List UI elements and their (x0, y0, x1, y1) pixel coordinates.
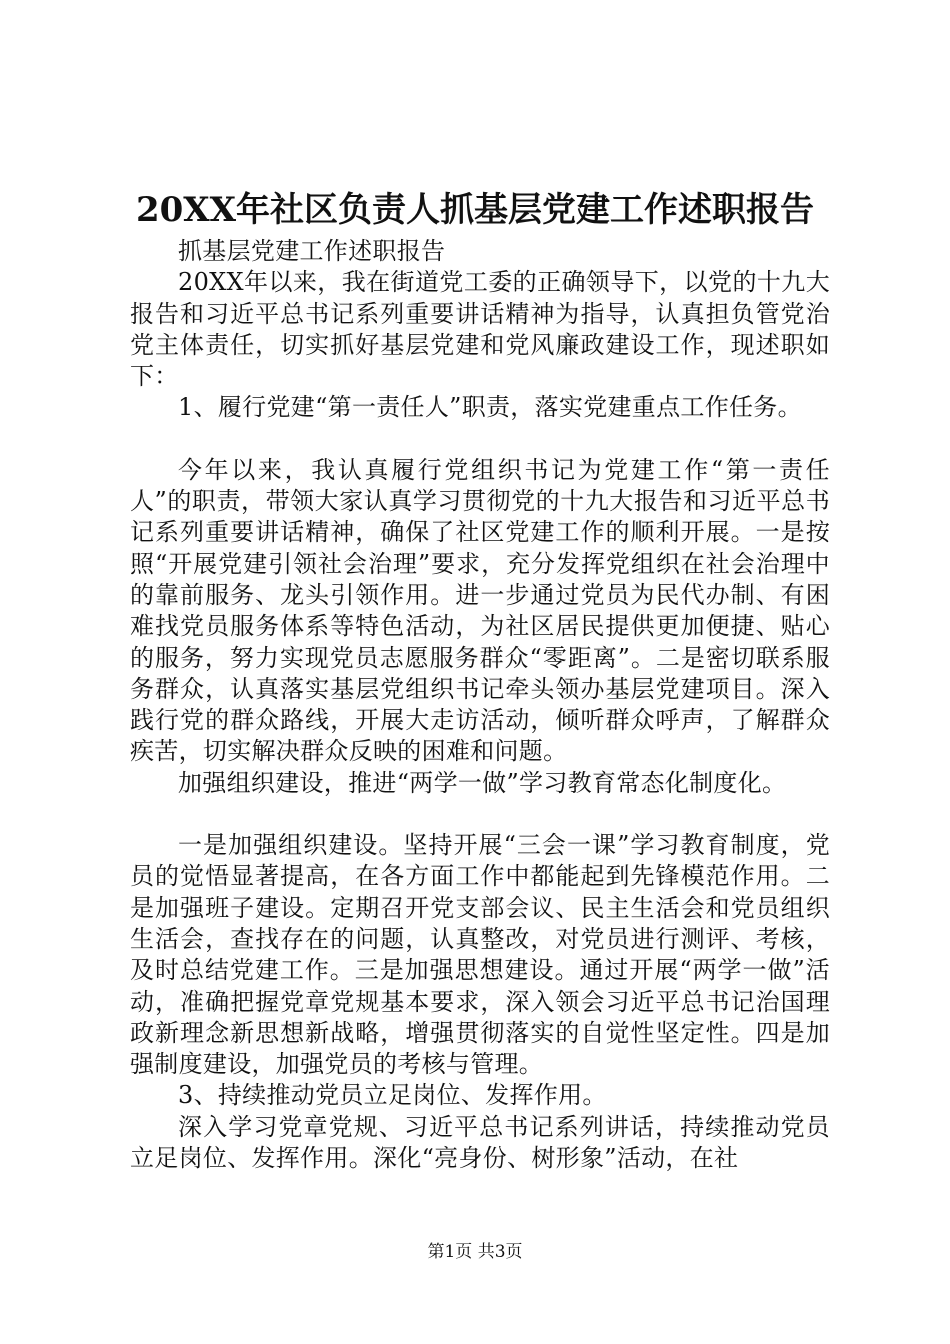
section-heading-2: 加强组织建设，推进“两学一做”学习教育常态化制度化。 (178, 768, 787, 797)
document-body (130, 236, 830, 1174)
intro-paragraph: 20XX年以来，我在街道党工委的正确领导下，以党的十九大报告和习近平总书记系列重要讲话精神为指导，认真担负管党治党主体责任，切实抓好基层党建和党风廉政建设工作，现述职如下： (130, 268, 830, 391)
subtitle-paragraph: 抓基层党建工作述职报告 (178, 237, 446, 265)
page-number-footer: 第1页 共3页 (427, 1242, 523, 1262)
section-1-paragraph: 今年以来，我认真履行党组织书记为党建工作“第一责任人”的职责，带领大家认真学习贯彻党的十九大报告和习近平总书记系列重要讲话精神，确保了社区党建工作的顺利开展。一是按照“开展党建引领社会治理”要求，充分发挥党组织在社会治理中的靠前服务、龙头引领作用。进一步通过党员为民代办制、有困难找党员服务体系等特色活动，为社区居民提供更加便捷、贴心的服务，努力实现党员志愿服务群众“零距离”。二是密切联系服务群众，认真落实基层党组织书记牵头领办基层党建项目。深入践行党的群众路线，开展大走访活动，倾听群众呼声，了解群众疾苦，切实解决群众反映的困难和问题。 (130, 455, 830, 766)
section-heading-1: 1、履行党建“第一责任人”职责，落实党建重点工作任务。 (178, 393, 802, 422)
section-3-paragraph: 深入学习党章党规、习近平总书记系列讲话，持续推动党员立足岗位、发挥作用。深化“亮身份、树形象”活动，在社 (130, 1112, 830, 1173)
section-heading-3: 3、持续推动党员立足岗位、发挥作用。 (178, 1081, 607, 1110)
document-title: 20XX年社区负责人抓基层党建工作述职报告 (135, 190, 815, 230)
section-2-paragraph: 一是加强组织建设。坚持开展“三会一课”学习教育制度，党员的觉悟显著提高，在各方面工作中都能起到先锋模范作用。二是加强班子建设。定期召开党支部会议、民主生活会和党员组织生活会，查找存在的问题，认真整改，对党员进行测评、考核，及时总结党建工作。三是加强思想建设。通过开展“两学一做”活动，准确把握党章党规基本要求，深入领会习近平总书记治国理政新理念新思想新战略，增强贯彻落实的自觉性坚定性。四是加强制度建设，加强党员的考核与管理。 (130, 831, 830, 1079)
